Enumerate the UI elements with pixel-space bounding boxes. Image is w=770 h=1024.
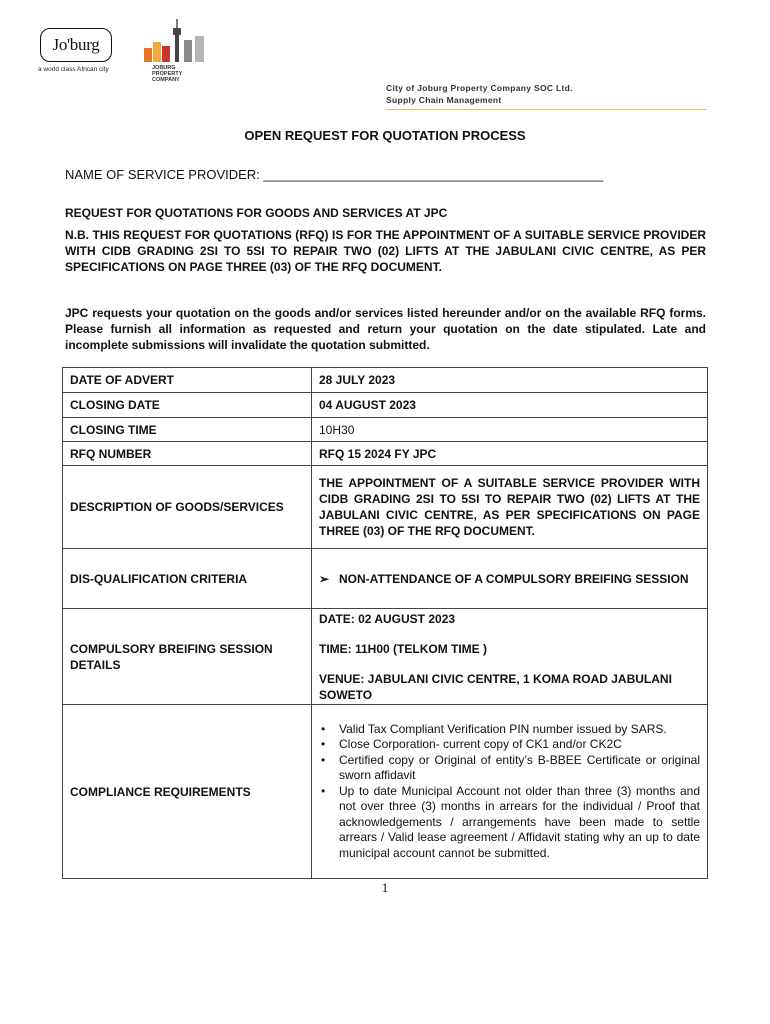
table-row <box>63 466 708 549</box>
arrow-bullet-icon: ➢ <box>319 571 330 586</box>
nb-paragraph: N.B. THIS REQUEST FOR QUOTATIONS (RFQ) IS FOR THE APPOINTMENT OF A SUITABLE SERVICE PROVIDER WITH CIDB GRADING 2SI TO 5SI TO REPAIR TWO (02) LIFTS AT THE JABULANI CIVIC CENTRE, AS PER SPECIFICATIONS ON PAGE THREE (03) OF THE RFQ DOCUMENT. <box>65 228 706 274</box>
briefing-venue: VENUE: JABULANI CIVIC CENTRE, 1 KOMA ROAD JABULANI SOWETO <box>319 671 672 702</box>
row-label: COMPLIANCE REQUIREMENTS <box>63 705 312 879</box>
bullet-icon: • <box>321 752 326 767</box>
rfq-details-table <box>62 367 708 879</box>
list-item: • Up to date Municipal Account not older than three (3) months and not over three (3) months in arrears for the individual / Proof that acknowledgements / arrangements have been made to settle arrears / Valid lease agreement / Affidavit stating why an up to date municipal account cannot be submitted. <box>321 783 700 860</box>
row-label: CLOSING DATE <box>63 393 312 418</box>
briefing-date: DATE: 02 AUGUST 2023 <box>319 611 456 626</box>
row-value: RFQ 15 2024 FY JPC <box>312 442 708 466</box>
document-title: OPEN REQUEST FOR QUOTATION PROCESS <box>244 128 526 143</box>
table-row <box>63 705 708 879</box>
jpc-name: JOBURG PROPERTY COMPANY <box>152 65 183 83</box>
bullet-icon: • <box>321 721 326 736</box>
company-name: City of Joburg Property Company SOC Ltd. <box>386 83 573 93</box>
compliance-list <box>319 722 700 862</box>
department-name: Supply Chain Management <box>386 95 502 105</box>
row-value <box>312 705 708 879</box>
section-heading: REQUEST FOR QUOTATIONS FOR GOODS AND SERVICES AT JPC <box>65 206 448 220</box>
table-row <box>63 609 708 705</box>
joburg-logo <box>38 28 118 78</box>
row-value: 28 JULY 2023 <box>312 368 708 393</box>
row-value: 04 AUGUST 2023 <box>312 393 708 418</box>
list-item: • Valid Tax Compliant Verification PIN number issued by SARS. <box>321 721 667 736</box>
table-row <box>63 442 708 466</box>
jpc-logo <box>140 18 220 83</box>
list-item: • Certified copy or Original of entity’s B-BBEE Certificate or original sworn affidavit <box>321 752 700 783</box>
table-row <box>63 418 708 442</box>
row-label: CLOSING TIME <box>63 418 312 442</box>
joburg-tagline: a world class African city <box>38 66 109 73</box>
row-label: DIS-QUALIFICATION CRITERIA <box>63 549 312 609</box>
joburg-wordmark: Jo'burg <box>40 28 112 62</box>
row-label: COMPULSORY BREIFING SESSION DETAILS <box>63 609 312 705</box>
header-divider <box>386 109 707 110</box>
list-item <box>319 571 700 587</box>
row-value <box>312 609 708 705</box>
row-value <box>312 549 708 609</box>
jpc-skyline-icon <box>140 18 220 64</box>
bullet-icon: • <box>321 783 326 798</box>
row-value: THE APPOINTMENT OF A SUITABLE SERVICE PROVIDER WITH CIDB GRADING 2SI TO 5SI TO REPAIR TWO (02) LIFTS AT THE JABULANI CIVIC CENTRE, AS PER SPECIFICATIONS ON PAGE THREE (03) OF THE RFQ DOCUMENT. <box>312 466 708 549</box>
table-row <box>63 393 708 418</box>
page-number: 1 <box>381 880 389 895</box>
row-value: 10H30 <box>312 418 708 442</box>
table-row <box>63 368 708 393</box>
briefing-time: TIME: 11H00 (TELKOM TIME ) <box>319 641 488 656</box>
row-label: DESCRIPTION OF GOODS/SERVICES <box>63 466 312 549</box>
row-label: RFQ NUMBER <box>63 442 312 466</box>
company-header <box>386 82 573 106</box>
table-row <box>63 549 708 609</box>
service-provider-field: NAME OF SERVICE PROVIDER: _______________________________________________ <box>65 167 604 182</box>
disqualification-text: NON-ATTENDANCE OF A COMPULSORY BREIFING SESSION <box>339 571 689 586</box>
intro-paragraph: JPC requests your quotation on the goods and/or services listed hereunder and/or on the available RFQ forms. Please furnish all information as requested and return your quotation on the date stipulated. Late and incomplete submissions will invalidate the quotation submitted. <box>65 306 706 352</box>
row-label: DATE OF ADVERT <box>63 368 312 393</box>
bullet-icon: • <box>321 737 326 752</box>
list-item: • Close Corporation- current copy of CK1 and/or CK2C <box>321 737 622 752</box>
